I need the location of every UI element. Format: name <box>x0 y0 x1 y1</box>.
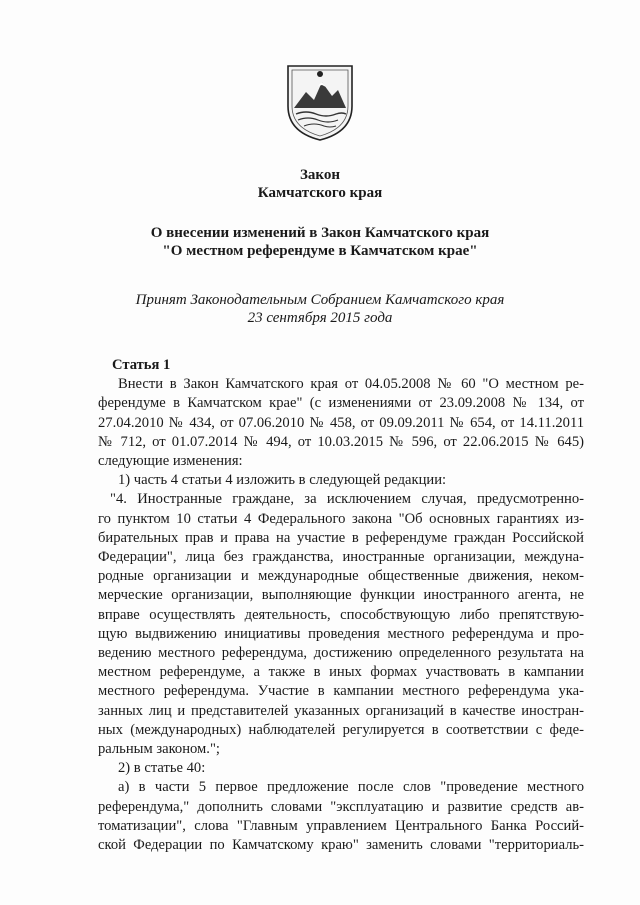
law-subject-line1: О внесении изменений в Закон Камчатского края <box>150 225 490 241</box>
law-region: Камчатского края <box>257 185 383 201</box>
adoption-date: 23 сентября 2015 года <box>247 310 393 326</box>
text-line: томатизации", слова "Главным управлением Центрального Банка Россий- <box>98 817 584 834</box>
text-line: вправе осуществлять деятельность, способствующую либо препятствую- <box>98 606 584 623</box>
adoption-note: Принят Законодательным Собранием Камчатского края <box>135 292 505 308</box>
text-line: ской Федерации по Камчатскому краю" заменить словами "территориаль- <box>98 837 584 854</box>
text-line: № 712, от 01.07.2014 № 494, от 10.03.2015 № 596, от 22.06.2015 № 645) <box>98 433 584 450</box>
text-line: родные организации и международные общественные движения, неком- <box>98 568 584 585</box>
text-line: бирательных прав и права на участие в референдуме граждан Российской <box>98 529 584 546</box>
text-line: ных (международных) наблюдателей регулируется в соответствии с феде- <box>98 721 584 738</box>
text-line: го пунктом 10 статьи 4 Федерального закона "Об основных гарантиях из- <box>98 510 584 527</box>
text-line: Федерации", лица без гражданства, иностранные организации, междуна- <box>98 549 584 566</box>
text-line: ведению местного референдума, достижению определенного результата на <box>98 645 584 662</box>
coat-of-arms-icon <box>284 62 356 142</box>
text-line: ферендуме в Камчатском крае" (с изменениями от 23.09.2008 № 134, от <box>98 395 584 412</box>
text-line: 2) в статье 40: <box>118 760 206 777</box>
text-line: а) в части 5 первое предложение после слов "проведение местного <box>118 779 584 796</box>
text-line: "4. Иностранные граждане, за исключением случая, предусмотренно- <box>110 491 584 508</box>
text-line: референдума," дополнить словами "эксплуатацию и развитие средств ав- <box>98 798 584 815</box>
text-line: 27.04.2010 № 434, от 07.06.2010 № 458, от 09.09.2011 № 654, от 14.11.2011 <box>98 414 584 431</box>
text-line: следующие изменения: <box>98 453 243 470</box>
text-line: местного референдума. Участие в кампании местного референдума ука- <box>98 683 584 700</box>
text-line: местном референдуме, а также в иных формах участвовать в кампании <box>98 664 584 681</box>
text-line: щую выдвижению инициативы проведения местного референдума и про- <box>98 625 584 642</box>
text-line: мерческие организации, выполняющие функции иностранного агента, не <box>98 587 584 604</box>
text-line: Внести в Закон Камчатского края от 04.05.2008 № 60 "О местном ре- <box>118 376 584 393</box>
text-line: занных лиц и представителей указанных организаций в качестве иностран- <box>98 702 584 719</box>
article-heading: Статья 1 <box>112 357 171 373</box>
text-line: 1) часть 4 статьи 4 изложить в следующей редакции: <box>118 472 447 489</box>
text-line: ральным законом."; <box>98 741 220 758</box>
law-title: Закон <box>299 167 340 183</box>
law-subject-line2: "О местном референдуме в Камчатском крае" <box>162 243 478 259</box>
article-body <box>98 356 584 855</box>
